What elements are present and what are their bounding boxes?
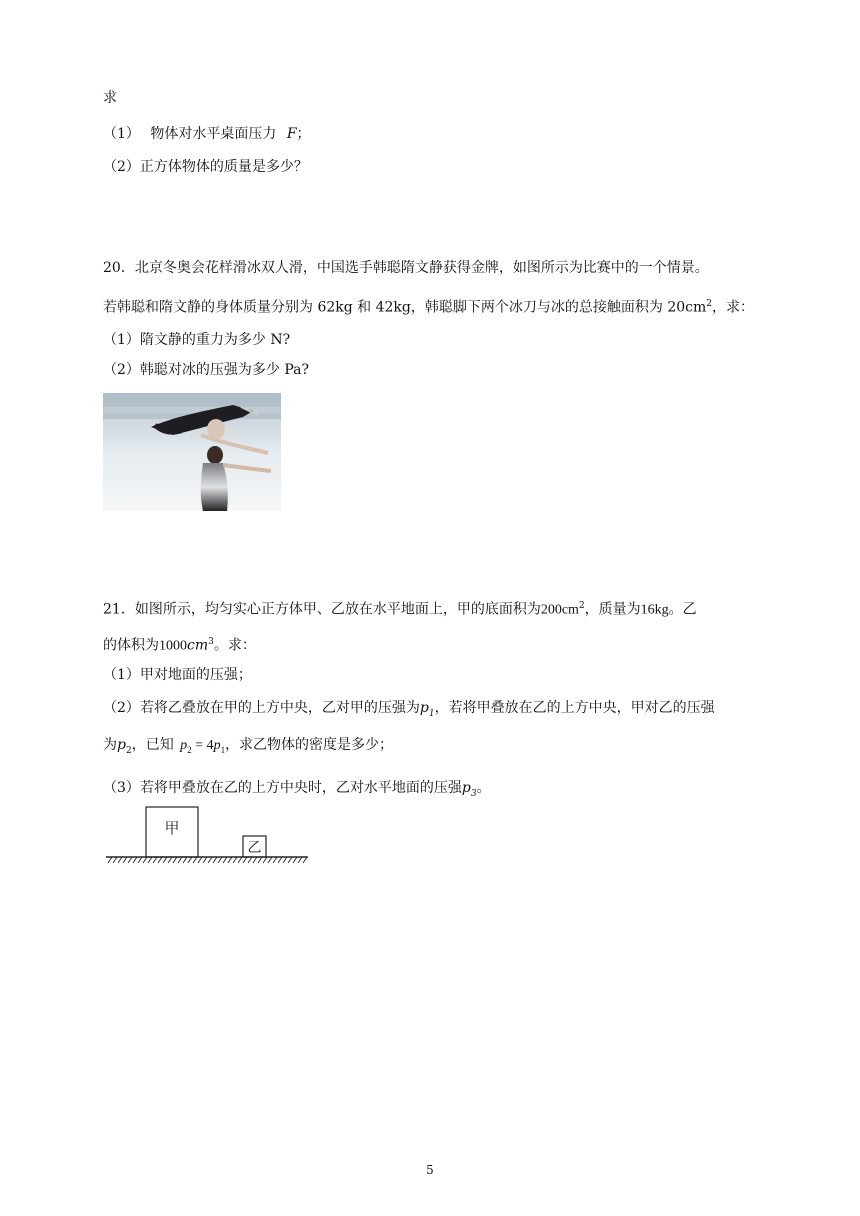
subscript: 3 xyxy=(470,788,477,799)
sub-text: ，若将甲叠放在乙的上方中央，甲对乙的压强 xyxy=(434,700,715,716)
equation-p2-4p1 xyxy=(180,738,225,753)
q21-text: 的体积为 xyxy=(103,637,159,654)
q20-text: 若韩聪和隋文静的身体质量分别为 62kg 和 42kg，韩聪脚下两个冰刀与冰的总接触面积为 20cm xyxy=(103,299,707,316)
superscript: 2 xyxy=(578,601,585,611)
sub-text: 物体对水平桌面压力 xyxy=(150,126,277,142)
q21-text: 。求： xyxy=(213,637,256,654)
superscript: 2 xyxy=(706,299,712,309)
sub-text: ，已知 xyxy=(131,737,174,753)
sub-text: （2）若将乙叠放在甲的上方中央，乙对甲的压强为 xyxy=(103,700,420,716)
sub-text: 。 xyxy=(476,780,491,796)
var-p: p xyxy=(180,738,188,753)
var-p: p xyxy=(419,700,429,716)
sub-text: 为 xyxy=(103,737,117,753)
subscript: 2 xyxy=(125,745,132,756)
page-number: 5 xyxy=(426,1163,434,1177)
prev-question-qiu xyxy=(103,88,117,108)
superscript: 3 xyxy=(208,637,214,647)
sub-text: （2）正方体物体的质量是多少？ xyxy=(103,159,308,175)
q21-sub-1 xyxy=(103,665,252,685)
q21-line-1 xyxy=(103,596,697,621)
subscript: 1 xyxy=(220,744,226,755)
q20-sub-2 xyxy=(103,360,309,380)
q20-line-2 xyxy=(103,294,754,318)
q20-sub-1 xyxy=(103,330,290,350)
sub-text: （3）若将甲叠放在乙的上方中央时，乙对水平地面的压强 xyxy=(103,780,462,796)
q20-line-1 xyxy=(103,258,709,278)
q21-sub-2-cont xyxy=(103,735,393,761)
q21-text: 。乙 xyxy=(668,601,697,618)
q21-line-2 xyxy=(103,632,256,657)
cube-yi-label: 乙 xyxy=(247,840,262,856)
value-area: 200cm xyxy=(540,602,579,618)
sub-text: （1）甲对地面的压强； xyxy=(103,667,252,683)
subscript: 2 xyxy=(187,744,192,755)
prev-subquestion-1 xyxy=(103,124,311,144)
ground-hatching xyxy=(108,857,307,863)
equation-mid: = 4 xyxy=(191,738,214,753)
sub-text: （1）隋文静的重力为多少 N? xyxy=(103,332,291,348)
unit-cm: cm xyxy=(187,637,209,654)
sub-number: （1） xyxy=(103,126,140,142)
value-mass: 16kg xyxy=(640,602,669,618)
q21-sub-2 xyxy=(103,698,715,724)
sub-text: ，求乙物体的密度是多少； xyxy=(225,737,394,753)
prev-subquestion-2 xyxy=(103,157,308,177)
sub-end: ； xyxy=(296,126,311,142)
q21-text: ，质量为 xyxy=(584,601,641,618)
cube-jia-label: 甲 xyxy=(164,819,180,837)
q20-text: ，求： xyxy=(711,299,754,316)
cubes-on-ground-diagram xyxy=(100,800,320,872)
var-p: p xyxy=(461,780,471,796)
value-volume: 1000 xyxy=(159,638,187,654)
subscript: 1 xyxy=(428,708,435,719)
q20-text: 20．北京冬奥会花样滑冰双人滑，中国选手韩聪隋文静获得金牌，如图所示为比赛中的一个情景。 xyxy=(103,260,709,276)
qiu-text: 求 xyxy=(103,90,117,106)
figure-skating-photo xyxy=(103,393,281,511)
var-f: F xyxy=(286,126,297,142)
skating-photo-image xyxy=(103,393,281,511)
q21-text: 21．如图所示，均匀实心正方体甲、乙放在水平地面上，甲的底面积为 xyxy=(103,601,541,618)
var-p: p xyxy=(213,738,221,753)
var-p: p xyxy=(117,737,126,753)
sub-text: （2）韩聪对冰的压强为多少 Pa? xyxy=(103,362,310,378)
